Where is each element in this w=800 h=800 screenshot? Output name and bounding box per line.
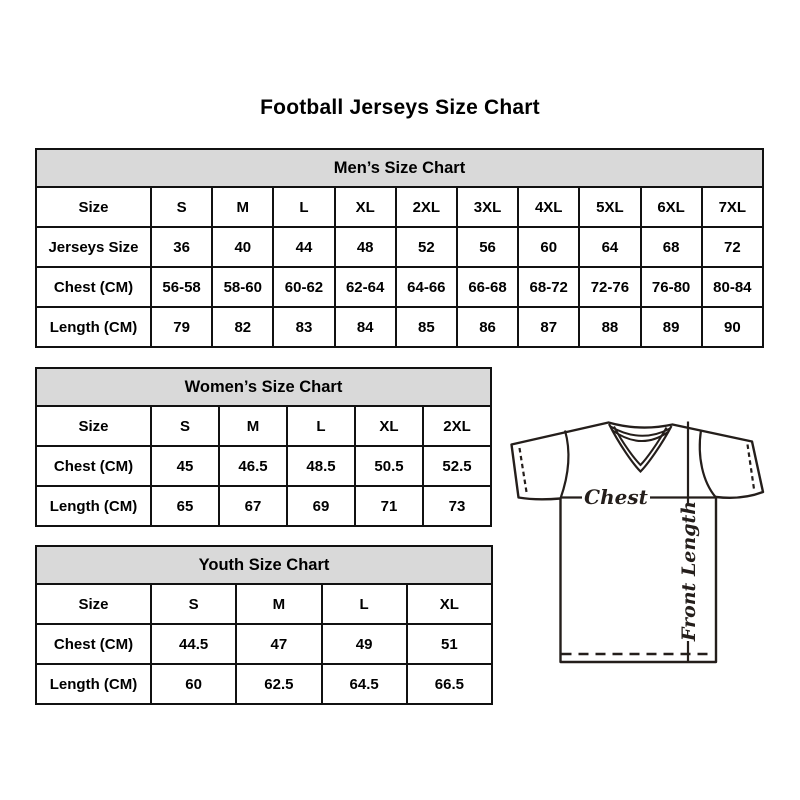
value-cell: 68-72 [518, 267, 579, 307]
column-header-cell: 3XL [457, 187, 518, 227]
table-row [36, 584, 492, 624]
value-cell: 44 [273, 227, 334, 267]
column-header-cell: L [287, 406, 355, 446]
column-header-cell: 6XL [641, 187, 702, 227]
row-label-cell: Length (CM) [36, 307, 151, 347]
value-cell: 73 [423, 486, 491, 526]
value-cell: 68 [641, 227, 702, 267]
value-cell: 89 [641, 307, 702, 347]
value-cell: 47 [236, 624, 321, 664]
value-cell: 87 [518, 307, 579, 347]
column-header-cell: XL [407, 584, 492, 624]
column-header-cell: 2XL [396, 187, 457, 227]
column-header-cell: M [212, 187, 273, 227]
table-row [36, 486, 491, 526]
mens-table-title: Men’s Size Chart [36, 149, 763, 187]
row-label-cell: Length (CM) [36, 664, 151, 704]
table-row [36, 227, 763, 267]
column-header-cell: XL [335, 187, 396, 227]
value-cell: 62.5 [236, 664, 321, 704]
row-label-cell: Chest (CM) [36, 624, 151, 664]
jersey-measurement-diagram [503, 403, 773, 673]
value-cell: 62-64 [335, 267, 396, 307]
row-label-cell: Chest (CM) [36, 446, 151, 486]
value-cell: 90 [702, 307, 763, 347]
value-cell: 64 [579, 227, 640, 267]
value-cell: 58-60 [212, 267, 273, 307]
column-header-cell: 4XL [518, 187, 579, 227]
chest-label: Chest [584, 485, 648, 509]
column-header-cell: 2XL [423, 406, 491, 446]
table-row [36, 406, 491, 446]
value-cell: 64.5 [322, 664, 407, 704]
value-cell: 52 [396, 227, 457, 267]
column-header-cell: 5XL [579, 187, 640, 227]
column-header-cell: 7XL [702, 187, 763, 227]
value-cell: 82 [212, 307, 273, 347]
row-label-cell: Size [36, 187, 151, 227]
value-cell: 79 [151, 307, 212, 347]
jersey-outline-shape [512, 423, 764, 663]
value-cell: 71 [355, 486, 423, 526]
value-cell: 50.5 [355, 446, 423, 486]
page-title: Football Jerseys Size Chart [260, 96, 540, 119]
mens-table-title-row [36, 149, 763, 187]
table-row [36, 267, 763, 307]
row-label-cell: Size [36, 406, 151, 446]
table-row [36, 187, 763, 227]
table-row [36, 446, 491, 486]
value-cell: 46.5 [219, 446, 287, 486]
table-row [36, 664, 492, 704]
value-cell: 48 [335, 227, 396, 267]
value-cell: 83 [273, 307, 334, 347]
column-header-cell: S [151, 584, 236, 624]
value-cell: 65 [151, 486, 219, 526]
column-header-cell: L [273, 187, 334, 227]
value-cell: 84 [335, 307, 396, 347]
value-cell: 60 [151, 664, 236, 704]
value-cell: 60 [518, 227, 579, 267]
value-cell: 88 [579, 307, 640, 347]
value-cell: 51 [407, 624, 492, 664]
value-cell: 66.5 [407, 664, 492, 704]
value-cell: 86 [457, 307, 518, 347]
value-cell: 72 [702, 227, 763, 267]
value-cell: 36 [151, 227, 212, 267]
value-cell: 52.5 [423, 446, 491, 486]
value-cell: 49 [322, 624, 407, 664]
value-cell: 69 [287, 486, 355, 526]
mens-size-table [35, 148, 764, 348]
column-header-cell: XL [355, 406, 423, 446]
value-cell: 45 [151, 446, 219, 486]
table-row [36, 624, 492, 664]
row-label-cell: Length (CM) [36, 486, 151, 526]
value-cell: 67 [219, 486, 287, 526]
value-cell: 56 [457, 227, 518, 267]
youth-table-title: Youth Size Chart [36, 546, 492, 584]
value-cell: 72-76 [579, 267, 640, 307]
column-header-cell: S [151, 406, 219, 446]
value-cell: 40 [212, 227, 273, 267]
row-label-cell: Chest (CM) [36, 267, 151, 307]
value-cell: 80-84 [702, 267, 763, 307]
womens-size-table [35, 367, 492, 527]
value-cell: 48.5 [287, 446, 355, 486]
row-label-cell: Jerseys Size [36, 227, 151, 267]
youth-table-title-row [36, 546, 492, 584]
womens-table-title-row [36, 368, 491, 406]
column-header-cell: S [151, 187, 212, 227]
value-cell: 60-62 [273, 267, 334, 307]
column-header-cell: M [236, 584, 321, 624]
value-cell: 64-66 [396, 267, 457, 307]
column-header-cell: M [219, 406, 287, 446]
table-row [36, 307, 763, 347]
row-label-cell: Size [36, 584, 151, 624]
value-cell: 56-58 [151, 267, 212, 307]
front-length-label: Front Length [678, 500, 700, 642]
youth-size-table [35, 545, 493, 705]
value-cell: 76-80 [641, 267, 702, 307]
womens-table-title: Women’s Size Chart [36, 368, 491, 406]
value-cell: 44.5 [151, 624, 236, 664]
value-cell: 85 [396, 307, 457, 347]
column-header-cell: L [322, 584, 407, 624]
value-cell: 66-68 [457, 267, 518, 307]
